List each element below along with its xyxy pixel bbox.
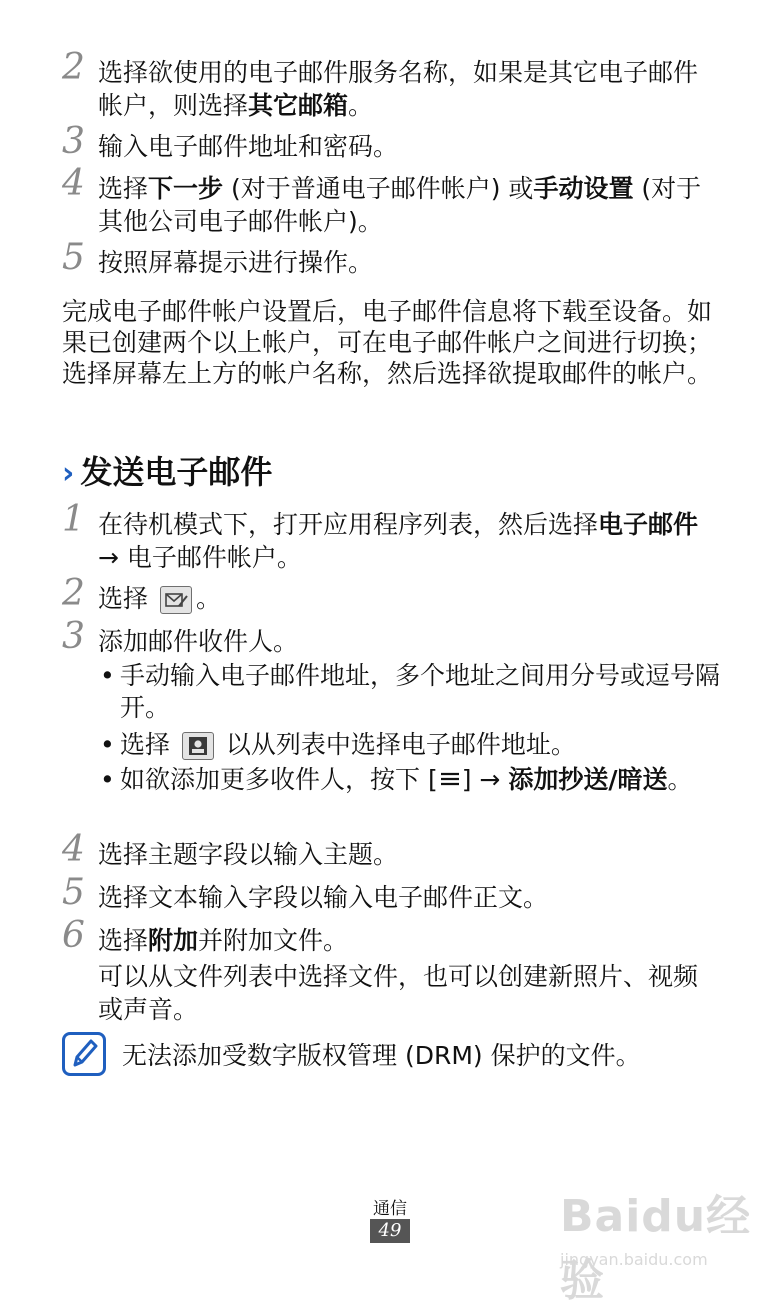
- baidu-watermark: [560, 1168, 760, 1306]
- bullet-dot: •: [100, 661, 115, 690]
- step-number: 4: [62, 829, 85, 870]
- step-number: 3: [62, 121, 85, 162]
- menu-icon: [438, 765, 462, 797]
- section-title: 发送电子邮件: [80, 453, 273, 491]
- bullet-dot: •: [100, 765, 115, 794]
- compose-icon: [160, 586, 192, 614]
- note-pencil-icon: [62, 1032, 106, 1076]
- step-text: 选择主题字段以输入主题。: [98, 840, 399, 869]
- step-5-follow-prompts: [62, 237, 722, 279]
- step-text: 选择文本输入字段以输入电子邮件正文。: [98, 883, 549, 912]
- step-number: 5: [62, 872, 85, 913]
- step-text: 选择下一步 (对于普通电子邮件帐户) 或手动设置 (对于其他公司电子邮件帐户)。: [98, 174, 702, 236]
- send-step-1: [62, 499, 722, 574]
- ui-term-attach: 附加: [148, 926, 199, 955]
- ui-term-other-mailbox: 其它邮箱: [248, 91, 349, 120]
- step-number: 1: [62, 499, 85, 540]
- ui-term-add-cc-bcc: 添加抄送/暗送: [508, 765, 668, 794]
- step-4-next-or-manual: [62, 163, 722, 238]
- step-number: 5: [62, 237, 85, 278]
- account-setup-paragraph: 完成电子邮件帐户设置后，电子邮件信息将下载至设备。如果已创建两个以上帐户，可在电子邮件帐户之间进行切换；选择屏幕左上方的帐户名称，然后选择欲提取邮件的帐户。: [62, 297, 713, 388]
- step-number: 3: [62, 616, 85, 657]
- send-step-2: [62, 573, 722, 615]
- chevron-right-icon: ›: [62, 456, 75, 491]
- step-text: 选择欲使用的电子邮件服务名称，如果是其它电子邮件帐户，则选择其它邮箱。: [98, 58, 699, 120]
- step-number: 2: [62, 573, 85, 614]
- bullet-dot: •: [100, 730, 115, 759]
- ui-term-next: 下一步: [148, 174, 224, 203]
- page-number: 49: [370, 1219, 410, 1243]
- step-number: 4: [62, 163, 85, 204]
- send-step-5: [62, 872, 722, 914]
- bullet-select-contacts: • 选择 以从列表中选择电子邮件地址。: [100, 730, 576, 759]
- ui-term-manual-setup: 手动设置: [533, 174, 634, 203]
- step-number: 6: [62, 915, 85, 956]
- watermark-logo: Baidu经验: [560, 1191, 752, 1306]
- step-text: 选择 。: [98, 584, 221, 613]
- step-number: 2: [62, 47, 85, 88]
- contacts-icon: [182, 732, 214, 760]
- step-text: 按照屏幕提示进行操作。: [98, 248, 374, 277]
- step-2-select-service: [62, 47, 722, 122]
- send-step-6: [62, 915, 722, 1026]
- note-text: 无法添加受数字版权管理 (DRM) 保护的文件。: [122, 1041, 641, 1070]
- footer-section-label: 通信: [373, 1199, 407, 1219]
- step-text: 在待机模式下，打开应用程序列表，然后选择电子邮件 → 电子邮件帐户。: [98, 510, 699, 572]
- section-heading: [62, 452, 272, 494]
- step-subtext: 可以从文件列表中选择文件，也可以创建新照片、视频或声音。: [98, 962, 699, 1024]
- bullet-add-cc-bcc: • 如欲添加更多收件人，按下 [ ] → 添加抄送/暗送。: [100, 764, 720, 797]
- step-text: 添加邮件收件人。: [98, 627, 299, 656]
- step-text: 选择附加并附加文件。: [98, 926, 349, 955]
- bullet-manual-entry: • 手动输入电子邮件地址，多个地址之间用分号或逗号隔开。: [100, 661, 721, 722]
- step-3-enter-credentials: [62, 121, 722, 163]
- send-step-3: [62, 616, 722, 658]
- watermark-url: jingyan.baidu.com: [560, 1250, 708, 1269]
- step-text: 输入电子邮件地址和密码。: [98, 132, 399, 161]
- send-step-4: [62, 829, 722, 871]
- ui-term-email: 电子邮件: [598, 510, 699, 539]
